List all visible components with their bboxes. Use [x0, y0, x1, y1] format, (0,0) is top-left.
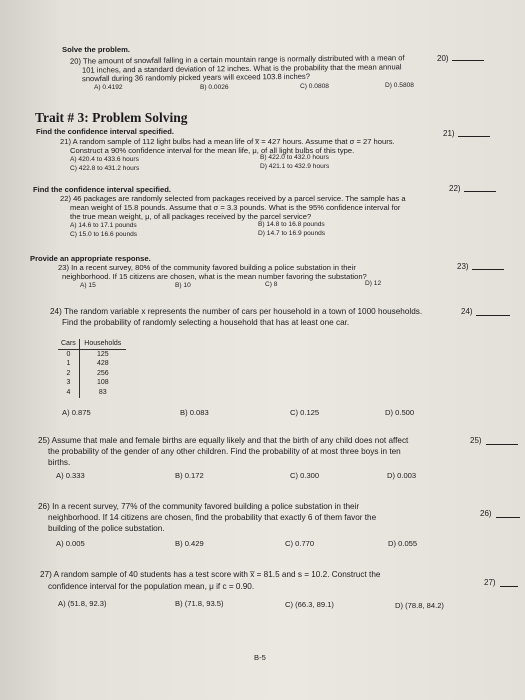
answer-number: 27): [484, 578, 496, 587]
question-text-line: building of the police substation.: [48, 524, 165, 533]
question-text-line: Construct a 90% confidence interval for the mean life, μ, of all light bulbs of this type.: [70, 146, 355, 155]
choice-b: B) 10: [175, 282, 191, 289]
question-text-line: 23) In a recent survey, 80% of the community favored building a police substation in their: [58, 263, 356, 272]
choice-c: C) 0.300: [290, 471, 320, 480]
table-cell: 256: [96, 369, 109, 377]
question-text-line: the true mean weight, μ, of all packages received by the parcel service?: [70, 212, 312, 221]
section-instruction: Solve the problem.: [62, 45, 130, 54]
answer-number: 22): [449, 184, 461, 193]
choice-a: A) (51.8, 92.3): [58, 599, 107, 608]
page-number: B-5: [254, 653, 266, 662]
section-instruction: Find the confidence interval specified.: [33, 185, 171, 194]
answer-blank[interactable]: [458, 136, 490, 137]
answer-blank[interactable]: [500, 586, 518, 587]
answer-number: 25): [470, 436, 482, 445]
section-heading: Trait # 3: Problem Solving: [35, 110, 188, 125]
question-text-line: 25) Assume that male and female births are equally likely and that the birth of any child does not affect: [38, 436, 409, 445]
choice-b: B) (71.8, 93.5): [175, 599, 224, 608]
answer-number: 20): [437, 54, 449, 63]
answer-blank[interactable]: [486, 444, 518, 445]
question-text-line: 22) 46 packages are randomly selected from packages received by a parcel service. The sample has a: [60, 194, 406, 203]
choice-a: A) 15: [80, 282, 96, 289]
households-table: [58, 339, 126, 398]
choice-a: A) 0.875: [62, 408, 91, 417]
choice-b: B) 0.172: [175, 471, 204, 480]
question-text-line: neighborhood. If 14 citizens are chosen, find the probability that exactly 6 of them favor the: [48, 513, 377, 522]
table-cell: 3: [58, 378, 79, 388]
choice-c: C) 8: [265, 281, 278, 288]
question-text-line: the probability of the gender of any other children. Find the probability of at most three boys in ten: [48, 447, 401, 456]
choice-d: D) (78.8, 84.2): [395, 601, 444, 610]
choice-d: D) 12: [365, 280, 382, 287]
choice-a: A) 0.333: [56, 471, 85, 480]
choice-c: C) 0.125: [290, 408, 320, 417]
table-cell: 108: [96, 379, 109, 387]
answer-blank[interactable]: [476, 315, 510, 316]
question-text-line: Find the probability of randomly selecting a household that has at least one car.: [62, 318, 350, 327]
question-text-line: 27) A random sample of 40 students has a test score with x̅ = 81.5 and s = 10.2. Construct the: [40, 570, 381, 579]
table-row: [58, 359, 126, 369]
answer-blank[interactable]: [464, 191, 496, 192]
table-cell: 428: [96, 360, 109, 368]
table-header-households: Households: [79, 339, 126, 349]
choice-d: D) 421.1 to 432.9 hours: [260, 163, 330, 170]
choice-c: C) 0.770: [285, 539, 315, 548]
question-text-line: confidence interval for the population mean, μ if c = 0.90.: [48, 582, 255, 591]
question-text-line: neighborhood. If 15 citizens are chosen, what is the mean number favoring the substation?: [62, 272, 367, 281]
question-text-line: 24) The random variable x represents the number of cars per household in a town of 1000 households.: [50, 307, 423, 316]
section-instruction: Provide an appropriate response.: [30, 254, 151, 263]
question-text-line: births.: [48, 458, 71, 467]
table-row: [58, 388, 126, 398]
choice-a: A) 14.6 to 17.1 pounds: [70, 222, 137, 229]
answer-blank[interactable]: [472, 269, 504, 270]
choice-c: C) 0.0808: [300, 83, 329, 90]
choice-d: D) 0.500: [385, 408, 415, 417]
question-text-line: mean weight of 15.8 pounds. Assume that σ = 3.3 pounds. What is the 95% confidence interval for: [70, 203, 401, 212]
table-cell: 83: [98, 388, 107, 396]
choice-a: A) 0.005: [56, 539, 85, 548]
choice-b: B) 0.083: [180, 408, 209, 417]
answer-blank[interactable]: [496, 517, 520, 518]
choice-a: A) 420.4 to 433.6 hours: [70, 156, 139, 163]
answer-number: 26): [480, 509, 492, 518]
question-text-line: 101 inches, and a standard deviation of 12 inches. What is the probability that the mean annual: [81, 62, 402, 75]
question-text-line: snowfall during 36 randomly picked years will exceed 103.8 inches?: [81, 71, 310, 84]
answer-number: 21): [443, 129, 455, 138]
question-text-line: 26) In a recent survey, 77% of the community favored building a police substation in their: [38, 502, 360, 511]
choice-c: C) 422.8 to 431.2 hours: [70, 165, 140, 172]
choice-c: C) 15.0 to 16.6 pounds: [70, 231, 138, 238]
answer-blank[interactable]: [452, 60, 484, 61]
choice-b: B) 14.8 to 16.8 pounds: [258, 221, 325, 228]
section-instruction: Find the confidence interval specified.: [36, 127, 174, 136]
table-row: [58, 369, 126, 379]
table-cell: 4: [58, 388, 79, 398]
table-cell: 125: [96, 350, 109, 358]
choice-d: D) 0.003: [387, 471, 417, 480]
choice-d: D) 0.055: [388, 539, 418, 548]
choice-a: A) 0.4192: [94, 84, 123, 91]
answer-number: 24): [461, 307, 473, 316]
question-text-line: 21) A random sample of 112 light bulbs had a mean life of x̅ = 427 hours. Assume that σ = 27 hours.: [60, 137, 395, 146]
choice-d: D) 14.7 to 16.9 pounds: [258, 230, 326, 237]
table-row: [58, 349, 126, 359]
table-row: [58, 378, 126, 388]
choice-b: B) 0.0026: [200, 84, 229, 91]
choice-b: B) 0.429: [175, 539, 204, 548]
question-text-line: 20) The amount of snowfall falling in a certain mountain range is normally distributed with a mean of: [69, 53, 405, 66]
choice-c: C) (66.3, 89.1): [285, 600, 334, 609]
table-cell: 0: [58, 349, 79, 359]
table-header-cars: Cars: [58, 339, 79, 349]
table-cell: 1: [58, 359, 79, 369]
table-cell: 2: [58, 369, 79, 379]
answer-number: 23): [457, 262, 469, 271]
choice-b: B) 422.0 to 432.0 hours: [260, 154, 329, 161]
choice-d: D) 0.5808: [385, 82, 414, 89]
